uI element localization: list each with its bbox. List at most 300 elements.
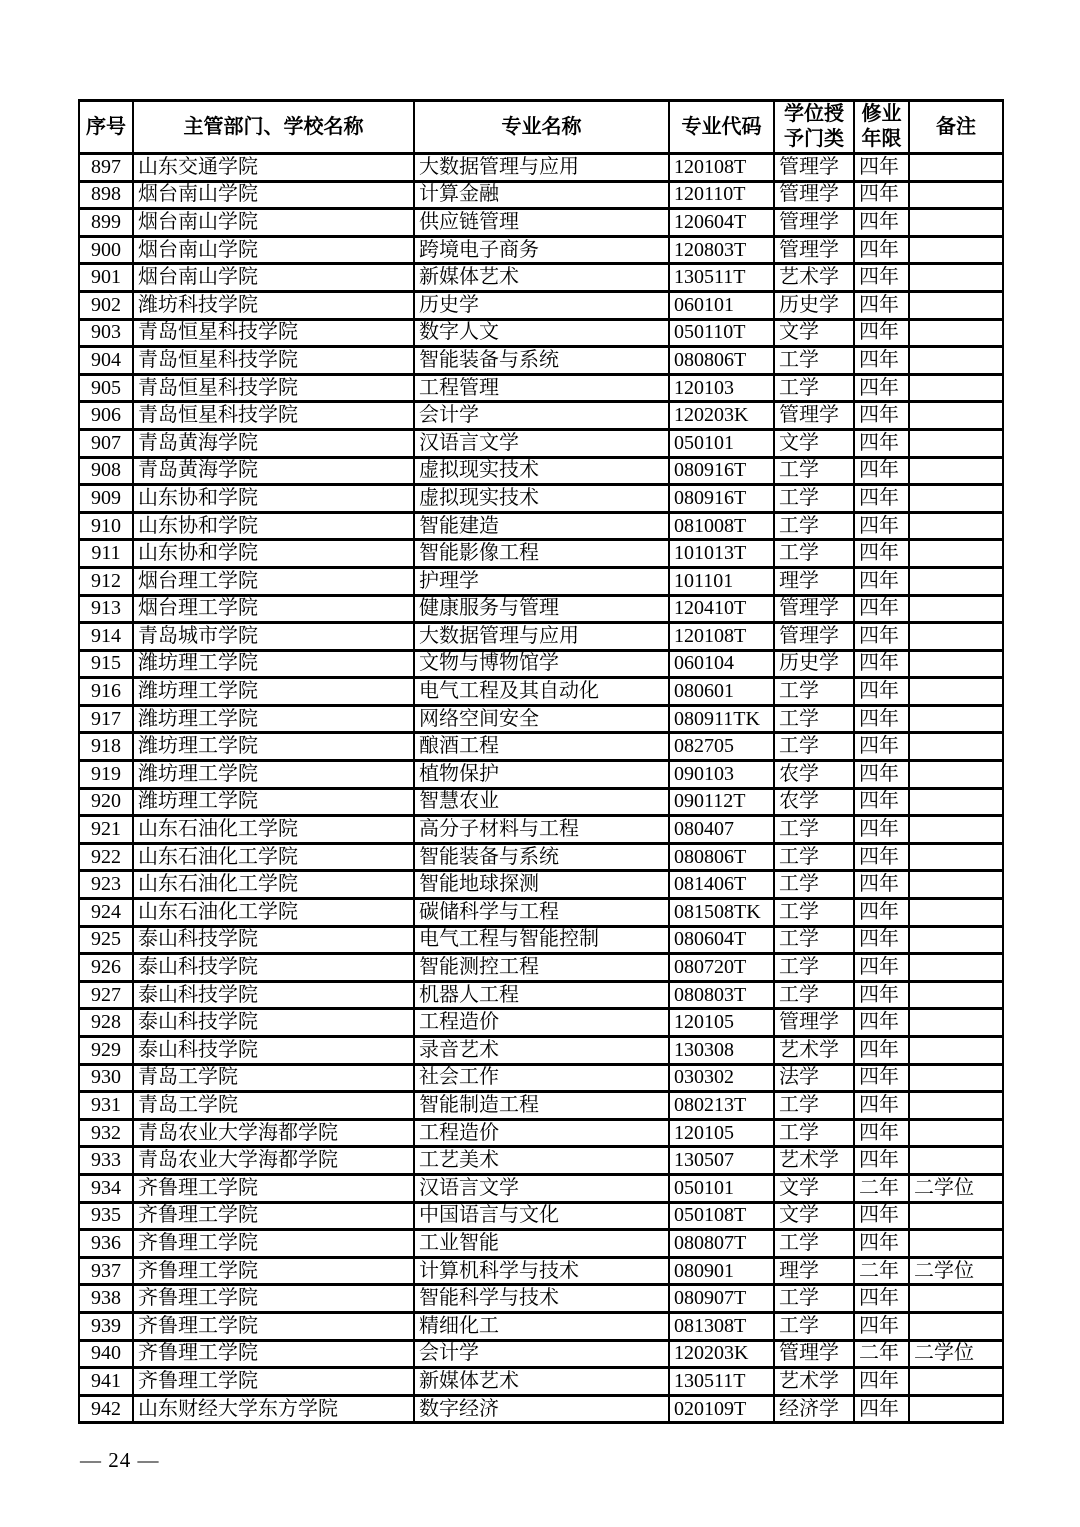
cell-degree-category: 工学 bbox=[774, 871, 854, 899]
cell-seq: 922 bbox=[79, 843, 133, 871]
cell-major: 工业智能 bbox=[414, 1230, 669, 1258]
cell-code: 050110T bbox=[669, 319, 774, 347]
cell-code: 080604T bbox=[669, 926, 774, 954]
table-row bbox=[79, 209, 1003, 237]
cell-seq: 918 bbox=[79, 733, 133, 761]
cell-major: 计算机科学与技术 bbox=[414, 1257, 669, 1285]
table-row bbox=[79, 429, 1003, 457]
cell-code: 080916T bbox=[669, 457, 774, 485]
cell-school: 泰山科技学院 bbox=[133, 954, 414, 982]
cell-major: 工程造价 bbox=[414, 1119, 669, 1147]
cell-duration: 四年 bbox=[854, 843, 909, 871]
cell-duration: 四年 bbox=[854, 181, 909, 209]
cell-seq: 916 bbox=[79, 678, 133, 706]
table-row bbox=[79, 954, 1003, 982]
cell-major: 酿酒工程 bbox=[414, 733, 669, 761]
cell-duration: 四年 bbox=[854, 1119, 909, 1147]
cell-degree-category: 工学 bbox=[774, 816, 854, 844]
cell-degree-category: 农学 bbox=[774, 788, 854, 816]
cell-degree-category: 工学 bbox=[774, 540, 854, 568]
cell-major: 计算金融 bbox=[414, 181, 669, 209]
cell-duration: 四年 bbox=[854, 705, 909, 733]
cell-remark bbox=[909, 374, 1003, 402]
cell-remark bbox=[909, 623, 1003, 651]
cell-duration: 四年 bbox=[854, 1230, 909, 1258]
cell-degree-category: 工学 bbox=[774, 678, 854, 706]
cell-seq: 936 bbox=[79, 1230, 133, 1258]
cell-seq: 899 bbox=[79, 209, 133, 237]
table-row bbox=[79, 650, 1003, 678]
cell-school: 青岛工学院 bbox=[133, 1092, 414, 1120]
cell-major: 新媒体艺术 bbox=[414, 264, 669, 292]
cell-seq: 930 bbox=[79, 1064, 133, 1092]
cell-duration: 四年 bbox=[854, 402, 909, 430]
cell-code: 050101 bbox=[669, 429, 774, 457]
cell-code: 120203K bbox=[669, 1340, 774, 1368]
table-row bbox=[79, 1312, 1003, 1340]
cell-major: 工程管理 bbox=[414, 374, 669, 402]
table-body bbox=[79, 154, 1003, 1423]
table-row bbox=[79, 485, 1003, 513]
table-row bbox=[79, 457, 1003, 485]
cell-school: 齐鲁理工学院 bbox=[133, 1230, 414, 1258]
cell-major: 历史学 bbox=[414, 291, 669, 319]
cell-code: 030302 bbox=[669, 1064, 774, 1092]
cell-major: 精细化工 bbox=[414, 1312, 669, 1340]
cell-duration: 四年 bbox=[854, 567, 909, 595]
cell-remark bbox=[909, 319, 1003, 347]
cell-code: 120103 bbox=[669, 374, 774, 402]
cell-seq: 898 bbox=[79, 181, 133, 209]
cell-seq: 917 bbox=[79, 705, 133, 733]
cell-seq: 908 bbox=[79, 457, 133, 485]
header-degree-category: 学位授予门类 bbox=[774, 101, 854, 154]
cell-code: 050101 bbox=[669, 1174, 774, 1202]
cell-remark bbox=[909, 788, 1003, 816]
cell-duration: 四年 bbox=[854, 512, 909, 540]
cell-code: 090103 bbox=[669, 761, 774, 789]
cell-seq: 919 bbox=[79, 761, 133, 789]
cell-school: 山东财经大学东方学院 bbox=[133, 1395, 414, 1423]
cell-remark bbox=[909, 347, 1003, 375]
cell-remark: 二学位 bbox=[909, 1174, 1003, 1202]
cell-degree-category: 理学 bbox=[774, 567, 854, 595]
cell-remark bbox=[909, 816, 1003, 844]
table-row bbox=[79, 347, 1003, 375]
cell-seq: 931 bbox=[79, 1092, 133, 1120]
cell-major: 机器人工程 bbox=[414, 981, 669, 1009]
cell-major: 新媒体艺术 bbox=[414, 1368, 669, 1396]
cell-major: 智能制造工程 bbox=[414, 1092, 669, 1120]
cell-remark bbox=[909, 733, 1003, 761]
cell-duration: 四年 bbox=[854, 1147, 909, 1175]
cell-major: 智慧农业 bbox=[414, 788, 669, 816]
cell-degree-category: 工学 bbox=[774, 485, 854, 513]
cell-remark bbox=[909, 650, 1003, 678]
cell-remark bbox=[909, 899, 1003, 927]
cell-school: 青岛恒星科技学院 bbox=[133, 319, 414, 347]
header-major: 专业名称 bbox=[414, 101, 669, 154]
cell-school: 齐鲁理工学院 bbox=[133, 1257, 414, 1285]
cell-remark bbox=[909, 154, 1003, 182]
cell-code: 130511T bbox=[669, 1368, 774, 1396]
table-row bbox=[79, 319, 1003, 347]
cell-remark bbox=[909, 209, 1003, 237]
cell-seq: 901 bbox=[79, 264, 133, 292]
cell-school: 山东石油化工学院 bbox=[133, 843, 414, 871]
cell-code: 120108T bbox=[669, 154, 774, 182]
cell-seq: 934 bbox=[79, 1174, 133, 1202]
table-row bbox=[79, 678, 1003, 706]
cell-duration: 二年 bbox=[854, 1340, 909, 1368]
cell-degree-category: 文学 bbox=[774, 1202, 854, 1230]
cell-degree-category: 工学 bbox=[774, 705, 854, 733]
cell-seq: 939 bbox=[79, 1312, 133, 1340]
cell-seq: 938 bbox=[79, 1285, 133, 1313]
cell-major: 中国语言与文化 bbox=[414, 1202, 669, 1230]
table-row bbox=[79, 623, 1003, 651]
cell-degree-category: 工学 bbox=[774, 512, 854, 540]
cell-remark bbox=[909, 1285, 1003, 1313]
cell-code: 080601 bbox=[669, 678, 774, 706]
cell-major: 跨境电子商务 bbox=[414, 236, 669, 264]
cell-duration: 四年 bbox=[854, 1312, 909, 1340]
cell-remark bbox=[909, 291, 1003, 319]
cell-degree-category: 管理学 bbox=[774, 402, 854, 430]
cell-seq: 942 bbox=[79, 1395, 133, 1423]
cell-major: 工程造价 bbox=[414, 1009, 669, 1037]
cell-school: 潍坊理工学院 bbox=[133, 650, 414, 678]
table-row bbox=[79, 1064, 1003, 1092]
cell-school: 青岛恒星科技学院 bbox=[133, 347, 414, 375]
cell-code: 130308 bbox=[669, 1037, 774, 1065]
cell-seq: 914 bbox=[79, 623, 133, 651]
cell-code: 080806T bbox=[669, 843, 774, 871]
cell-school: 烟台理工学院 bbox=[133, 595, 414, 623]
cell-major: 供应链管理 bbox=[414, 209, 669, 237]
table-row bbox=[79, 1174, 1003, 1202]
cell-degree-category: 工学 bbox=[774, 1230, 854, 1258]
cell-seq: 906 bbox=[79, 402, 133, 430]
cell-degree-category: 工学 bbox=[774, 926, 854, 954]
cell-duration: 四年 bbox=[854, 926, 909, 954]
cell-degree-category: 文学 bbox=[774, 429, 854, 457]
table-row bbox=[79, 1009, 1003, 1037]
cell-major: 汉语言文学 bbox=[414, 1174, 669, 1202]
cell-code: 080720T bbox=[669, 954, 774, 982]
cell-degree-category: 工学 bbox=[774, 1119, 854, 1147]
page-number: — 24 — bbox=[80, 1448, 160, 1472]
cell-code: 080803T bbox=[669, 981, 774, 1009]
table-row bbox=[79, 981, 1003, 1009]
cell-remark bbox=[909, 843, 1003, 871]
cell-seq: 926 bbox=[79, 954, 133, 982]
cell-seq: 932 bbox=[79, 1119, 133, 1147]
cell-code: 101101 bbox=[669, 567, 774, 595]
cell-major: 大数据管理与应用 bbox=[414, 623, 669, 651]
cell-degree-category: 文学 bbox=[774, 1174, 854, 1202]
cell-remark bbox=[909, 1064, 1003, 1092]
cell-seq: 933 bbox=[79, 1147, 133, 1175]
cell-school: 青岛城市学院 bbox=[133, 623, 414, 651]
cell-major: 高分子材料与工程 bbox=[414, 816, 669, 844]
cell-major: 智能科学与技术 bbox=[414, 1285, 669, 1313]
cell-seq: 900 bbox=[79, 236, 133, 264]
cell-code: 081008T bbox=[669, 512, 774, 540]
cell-code: 120203K bbox=[669, 402, 774, 430]
table-row bbox=[79, 816, 1003, 844]
cell-school: 山东石油化工学院 bbox=[133, 899, 414, 927]
cell-remark bbox=[909, 1037, 1003, 1065]
cell-major: 护理学 bbox=[414, 567, 669, 595]
cell-remark bbox=[909, 485, 1003, 513]
table-row bbox=[79, 154, 1003, 182]
cell-seq: 913 bbox=[79, 595, 133, 623]
cell-school: 山东协和学院 bbox=[133, 540, 414, 568]
cell-seq: 935 bbox=[79, 1202, 133, 1230]
cell-seq: 923 bbox=[79, 871, 133, 899]
cell-code: 120803T bbox=[669, 236, 774, 264]
cell-degree-category: 理学 bbox=[774, 1257, 854, 1285]
cell-school: 山东交通学院 bbox=[133, 154, 414, 182]
table-row bbox=[79, 1119, 1003, 1147]
cell-duration: 四年 bbox=[854, 347, 909, 375]
cell-duration: 四年 bbox=[854, 1092, 909, 1120]
majors-table bbox=[78, 99, 1004, 1424]
cell-duration: 四年 bbox=[854, 291, 909, 319]
cell-school: 烟台南山学院 bbox=[133, 264, 414, 292]
table-row bbox=[79, 1257, 1003, 1285]
cell-degree-category: 法学 bbox=[774, 1064, 854, 1092]
cell-major: 智能装备与系统 bbox=[414, 843, 669, 871]
cell-degree-category: 历史学 bbox=[774, 291, 854, 319]
cell-major: 智能影像工程 bbox=[414, 540, 669, 568]
cell-remark bbox=[909, 954, 1003, 982]
cell-degree-category: 管理学 bbox=[774, 236, 854, 264]
cell-remark bbox=[909, 705, 1003, 733]
cell-duration: 四年 bbox=[854, 816, 909, 844]
cell-seq: 915 bbox=[79, 650, 133, 678]
cell-duration: 四年 bbox=[854, 1009, 909, 1037]
cell-major: 智能测控工程 bbox=[414, 954, 669, 982]
cell-duration: 四年 bbox=[854, 1037, 909, 1065]
cell-school: 山东石油化工学院 bbox=[133, 871, 414, 899]
cell-duration: 四年 bbox=[854, 595, 909, 623]
cell-duration: 四年 bbox=[854, 429, 909, 457]
cell-major: 碳储科学与工程 bbox=[414, 899, 669, 927]
cell-degree-category: 管理学 bbox=[774, 595, 854, 623]
cell-degree-category: 农学 bbox=[774, 761, 854, 789]
cell-school: 泰山科技学院 bbox=[133, 1009, 414, 1037]
cell-remark bbox=[909, 236, 1003, 264]
cell-remark bbox=[909, 1009, 1003, 1037]
cell-code: 060101 bbox=[669, 291, 774, 319]
cell-duration: 四年 bbox=[854, 761, 909, 789]
cell-seq: 910 bbox=[79, 512, 133, 540]
cell-code: 080806T bbox=[669, 347, 774, 375]
table-row bbox=[79, 540, 1003, 568]
cell-major: 录音艺术 bbox=[414, 1037, 669, 1065]
cell-degree-category: 工学 bbox=[774, 1285, 854, 1313]
cell-remark bbox=[909, 1395, 1003, 1423]
cell-school: 齐鲁理工学院 bbox=[133, 1312, 414, 1340]
header-duration: 修业年限 bbox=[854, 101, 909, 154]
cell-seq: 937 bbox=[79, 1257, 133, 1285]
cell-code: 120108T bbox=[669, 623, 774, 651]
header-seq: 序号 bbox=[79, 101, 133, 154]
cell-school: 潍坊理工学院 bbox=[133, 761, 414, 789]
cell-degree-category: 艺术学 bbox=[774, 1368, 854, 1396]
table-row bbox=[79, 705, 1003, 733]
cell-seq: 902 bbox=[79, 291, 133, 319]
cell-seq: 912 bbox=[79, 567, 133, 595]
cell-code: 080407 bbox=[669, 816, 774, 844]
cell-code: 081308T bbox=[669, 1312, 774, 1340]
cell-major: 植物保护 bbox=[414, 761, 669, 789]
table-row bbox=[79, 236, 1003, 264]
table-row bbox=[79, 512, 1003, 540]
cell-degree-category: 工学 bbox=[774, 899, 854, 927]
cell-school: 齐鲁理工学院 bbox=[133, 1368, 414, 1396]
cell-degree-category: 工学 bbox=[774, 843, 854, 871]
cell-major: 智能建造 bbox=[414, 512, 669, 540]
cell-seq: 903 bbox=[79, 319, 133, 347]
cell-duration: 四年 bbox=[854, 1285, 909, 1313]
cell-major: 会计学 bbox=[414, 1340, 669, 1368]
table-row bbox=[79, 926, 1003, 954]
cell-degree-category: 文学 bbox=[774, 319, 854, 347]
cell-school: 青岛工学院 bbox=[133, 1064, 414, 1092]
cell-duration: 四年 bbox=[854, 871, 909, 899]
cell-code: 120105 bbox=[669, 1009, 774, 1037]
cell-remark bbox=[909, 1202, 1003, 1230]
cell-remark bbox=[909, 595, 1003, 623]
table-row bbox=[79, 264, 1003, 292]
cell-school: 烟台南山学院 bbox=[133, 209, 414, 237]
cell-degree-category: 艺术学 bbox=[774, 264, 854, 292]
cell-school: 青岛黄海学院 bbox=[133, 457, 414, 485]
table-row bbox=[79, 1037, 1003, 1065]
cell-remark bbox=[909, 1092, 1003, 1120]
cell-major: 会计学 bbox=[414, 402, 669, 430]
cell-school: 齐鲁理工学院 bbox=[133, 1285, 414, 1313]
cell-school: 齐鲁理工学院 bbox=[133, 1340, 414, 1368]
cell-seq: 909 bbox=[79, 485, 133, 513]
cell-degree-category: 工学 bbox=[774, 1312, 854, 1340]
cell-major: 虚拟现实技术 bbox=[414, 485, 669, 513]
cell-code: 080807T bbox=[669, 1230, 774, 1258]
cell-school: 青岛黄海学院 bbox=[133, 429, 414, 457]
cell-seq: 904 bbox=[79, 347, 133, 375]
cell-major: 智能装备与系统 bbox=[414, 347, 669, 375]
cell-degree-category: 历史学 bbox=[774, 650, 854, 678]
cell-major: 工艺美术 bbox=[414, 1147, 669, 1175]
cell-remark bbox=[909, 457, 1003, 485]
cell-remark bbox=[909, 512, 1003, 540]
table-row bbox=[79, 181, 1003, 209]
table-row bbox=[79, 402, 1003, 430]
cell-seq: 928 bbox=[79, 1009, 133, 1037]
table-row bbox=[79, 788, 1003, 816]
cell-code: 080916T bbox=[669, 485, 774, 513]
cell-seq: 920 bbox=[79, 788, 133, 816]
cell-code: 120110T bbox=[669, 181, 774, 209]
cell-code: 090112T bbox=[669, 788, 774, 816]
table-header bbox=[79, 101, 1003, 154]
cell-seq: 911 bbox=[79, 540, 133, 568]
table-row bbox=[79, 1340, 1003, 1368]
cell-remark bbox=[909, 540, 1003, 568]
cell-remark bbox=[909, 761, 1003, 789]
cell-code: 130511T bbox=[669, 264, 774, 292]
cell-duration: 四年 bbox=[854, 1395, 909, 1423]
cell-duration: 四年 bbox=[854, 788, 909, 816]
cell-remark bbox=[909, 871, 1003, 899]
table-row bbox=[79, 733, 1003, 761]
cell-seq: 924 bbox=[79, 899, 133, 927]
table-row bbox=[79, 1092, 1003, 1120]
cell-seq: 929 bbox=[79, 1037, 133, 1065]
cell-school: 山东协和学院 bbox=[133, 512, 414, 540]
cell-code: 060104 bbox=[669, 650, 774, 678]
cell-school: 潍坊科技学院 bbox=[133, 291, 414, 319]
cell-major: 大数据管理与应用 bbox=[414, 154, 669, 182]
table-row bbox=[79, 843, 1003, 871]
cell-major: 网络空间安全 bbox=[414, 705, 669, 733]
cell-remark bbox=[909, 1230, 1003, 1258]
cell-degree-category: 管理学 bbox=[774, 154, 854, 182]
header-school: 主管部门、学校名称 bbox=[133, 101, 414, 154]
table-row bbox=[79, 1202, 1003, 1230]
cell-code: 080911TK bbox=[669, 705, 774, 733]
cell-school: 山东石油化工学院 bbox=[133, 816, 414, 844]
cell-school: 烟台理工学院 bbox=[133, 567, 414, 595]
cell-duration: 二年 bbox=[854, 1174, 909, 1202]
cell-seq: 940 bbox=[79, 1340, 133, 1368]
cell-seq: 921 bbox=[79, 816, 133, 844]
cell-degree-category: 工学 bbox=[774, 347, 854, 375]
cell-major: 电气工程及其自动化 bbox=[414, 678, 669, 706]
cell-seq: 941 bbox=[79, 1368, 133, 1396]
cell-degree-category: 工学 bbox=[774, 374, 854, 402]
cell-remark bbox=[909, 1368, 1003, 1396]
cell-school: 青岛农业大学海都学院 bbox=[133, 1119, 414, 1147]
cell-school: 潍坊理工学院 bbox=[133, 678, 414, 706]
cell-duration: 四年 bbox=[854, 236, 909, 264]
table-row bbox=[79, 567, 1003, 595]
cell-school: 齐鲁理工学院 bbox=[133, 1174, 414, 1202]
cell-degree-category: 艺术学 bbox=[774, 1037, 854, 1065]
cell-remark bbox=[909, 264, 1003, 292]
table-row bbox=[79, 1285, 1003, 1313]
cell-seq: 927 bbox=[79, 981, 133, 1009]
cell-degree-category: 工学 bbox=[774, 981, 854, 1009]
cell-degree-category: 管理学 bbox=[774, 181, 854, 209]
cell-school: 青岛恒星科技学院 bbox=[133, 374, 414, 402]
cell-duration: 四年 bbox=[854, 154, 909, 182]
cell-major: 数字经济 bbox=[414, 1395, 669, 1423]
cell-duration: 四年 bbox=[854, 623, 909, 651]
cell-duration: 四年 bbox=[854, 1064, 909, 1092]
cell-remark bbox=[909, 678, 1003, 706]
cell-code: 020109T bbox=[669, 1395, 774, 1423]
cell-degree-category: 管理学 bbox=[774, 1340, 854, 1368]
cell-school: 泰山科技学院 bbox=[133, 981, 414, 1009]
cell-degree-category: 工学 bbox=[774, 954, 854, 982]
cell-duration: 四年 bbox=[854, 374, 909, 402]
cell-major: 数字人文 bbox=[414, 319, 669, 347]
table-row bbox=[79, 1230, 1003, 1258]
